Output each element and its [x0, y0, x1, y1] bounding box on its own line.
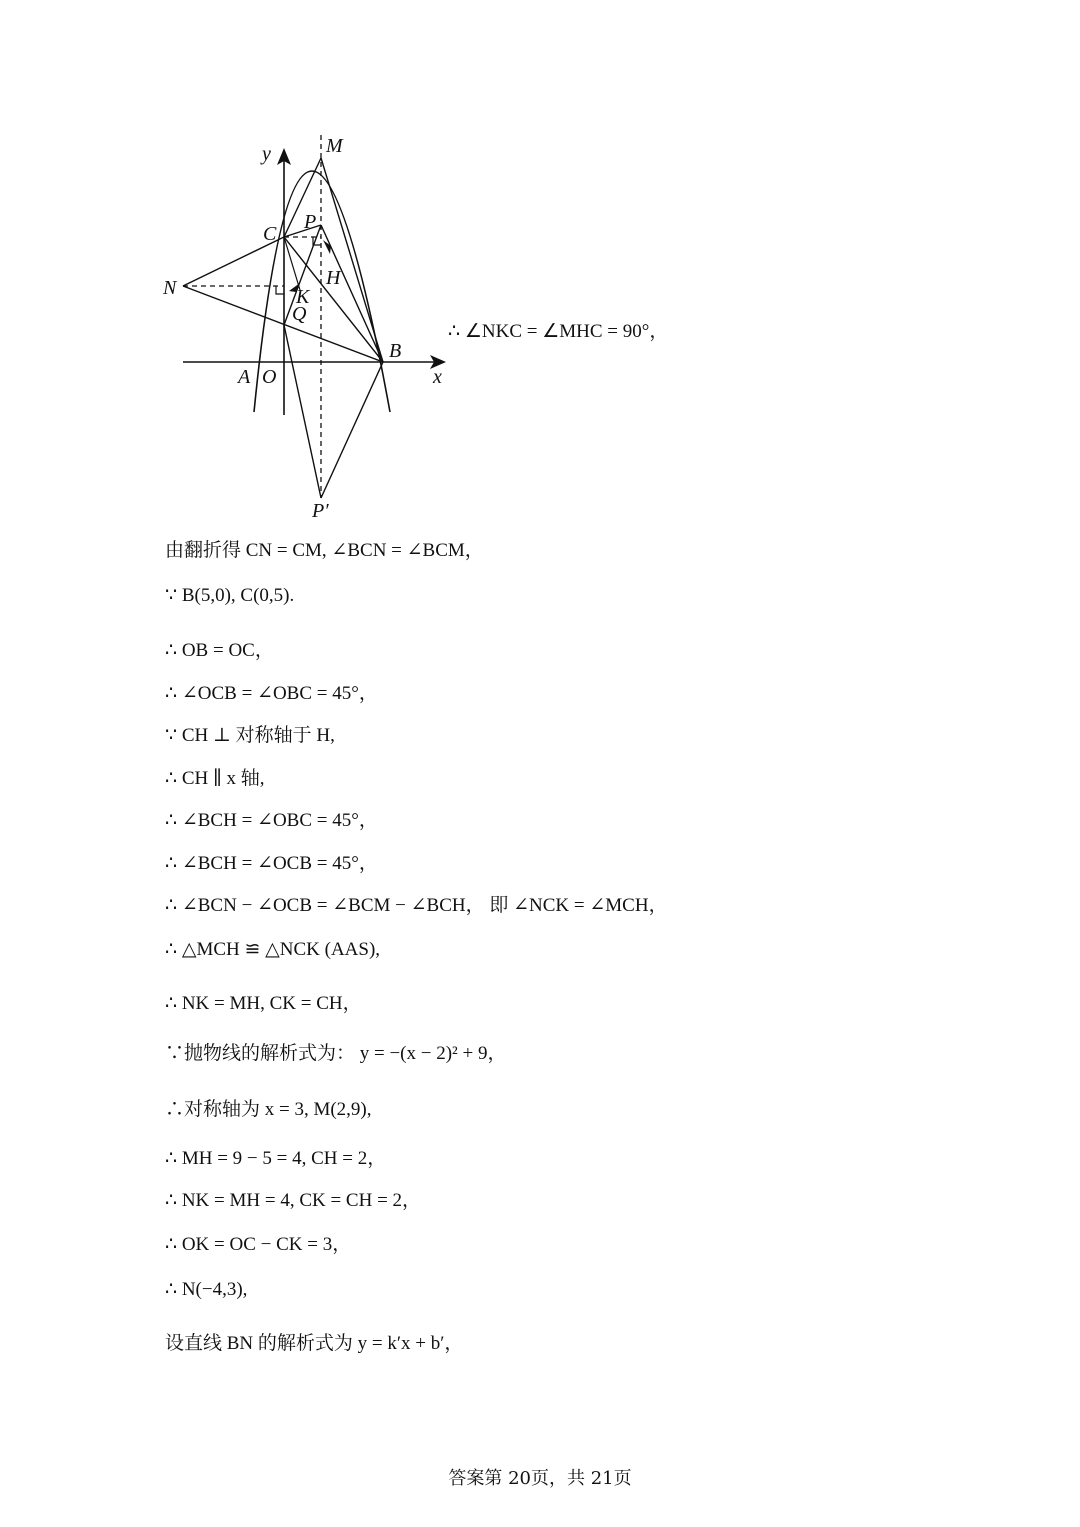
- label-A: A: [238, 366, 251, 388]
- label-P: P: [304, 211, 317, 233]
- label-M: M: [326, 135, 343, 157]
- label-Q: Q: [292, 303, 307, 325]
- label-N: N: [163, 277, 177, 299]
- label-C: C: [263, 223, 277, 245]
- solution-line: ∴ NK = MH, CK = CH，: [165, 993, 362, 1014]
- label-y: y: [262, 143, 271, 165]
- solution-line: ∴对称轴为 x = 3, M(2,9),: [165, 1099, 372, 1120]
- side-note: ∴ ∠NKC = ∠MHC = 90°，: [448, 321, 669, 342]
- solution-line: ∵抛物线的解析式为： y = −(x − 2)² + 9，: [165, 1043, 507, 1064]
- solution-line: ∴ N(−4,3),: [165, 1279, 248, 1300]
- segment-MB: [321, 158, 383, 362]
- label-P-prime: P′: [312, 500, 329, 522]
- arrow-H: [323, 240, 331, 254]
- solution-line: ∴ ∠BCH = ∠OBC = 45°，: [165, 810, 378, 831]
- solution-line: ∴ ∠BCH = ∠OCB = 45°，: [165, 853, 378, 874]
- solution-line: 由翻折得 CN = CM, ∠BCN = ∠BCM，: [165, 540, 484, 561]
- solution-line: ∴ OB = OC，: [165, 640, 274, 661]
- segment-CK: [284, 237, 300, 290]
- label-K: K: [296, 286, 310, 308]
- label-H: H: [326, 267, 341, 289]
- solution-line: ∴ CH ∥ x 轴,: [165, 768, 265, 789]
- label-x: x: [433, 366, 442, 388]
- segment-Pp-B: [321, 362, 383, 498]
- geometry-figure: [150, 130, 470, 530]
- solution-line: ∴ MH = 9 − 5 = 4, CH = 2，: [165, 1148, 387, 1169]
- solution-line: ∵ B(5,0), C(0,5).: [165, 585, 295, 606]
- solution-line: ∵ CH ⊥ 对称轴于 H,: [165, 725, 335, 746]
- solution-line: ∴ ∠BCN − ∠OCB = ∠BCM − ∠BCH， 即 ∠NCK = ∠MCH，: [165, 895, 668, 916]
- solution-line: 设直线 BN 的解析式为 y = k′x + b′，: [165, 1333, 464, 1354]
- right-angle-K: [276, 286, 284, 294]
- figure-svg: [150, 130, 470, 530]
- label-O: O: [262, 366, 277, 388]
- segment-Q-Pp: [284, 325, 321, 498]
- solution-line: ∴ ∠OCB = ∠OBC = 45°，: [165, 683, 378, 704]
- solution-line: ∴ NK = MH = 4, CK = CH = 2，: [165, 1190, 422, 1211]
- page-footer: 答案第 20页，共 21页: [448, 1468, 632, 1489]
- solution-line: ∴ OK = OC − CK = 3，: [165, 1234, 352, 1255]
- label-B: B: [389, 340, 402, 362]
- solution-line: ∴ △MCH ≌ △NCK (AAS),: [165, 939, 381, 960]
